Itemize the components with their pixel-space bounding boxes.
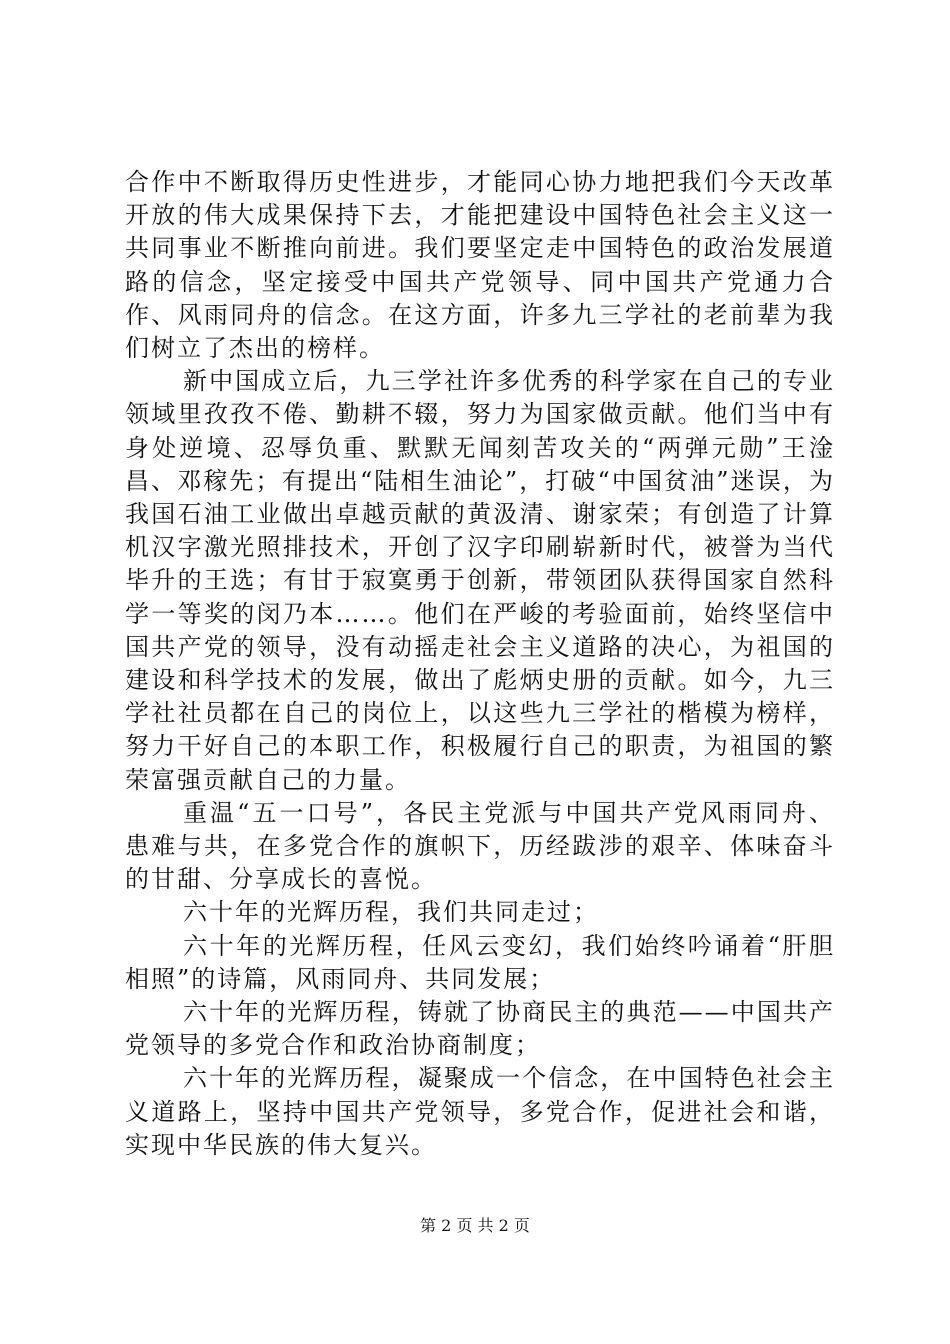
paragraph-may-first-slogan: 重温“五一口号”，各民主党派与中国共产党风雨同舟、患难与共，在多党合作的旗帜下，历经跋涉的艰辛、体味奋斗的甘甜、分享成长的喜悦。 xyxy=(125,798,835,894)
document-body xyxy=(125,166,835,1162)
paragraph-continuation: 合作中不断取得历史性进步，才能同心协力地把我们今天改革开放的伟大成果保持下去，才能把建设中国特色社会主义这一共同事业不断推向前进。我们要坚定走中国特色的政治发展道路的信念，坚定接受中国共产党领导、同中国共产党通力合作、风雨同舟的信念。在这方面，许多九三学社的老前辈为我们树立了杰出的榜样。 xyxy=(125,168,835,363)
paragraph-sixty-years-1: 六十年的光辉历程，我们共同走过； xyxy=(183,898,599,927)
paragraph-scientists: 新中国成立后，九三学社许多优秀的科学家在自己的专业领域里孜孜不倦、勤耕不辍，努力为国家做贡献。他们当中有身处逆境、忍辱负重、默默无闻刻苦攻关的“两弹元勋”王淦昌、邓稼先；有提出“陆相生油论”，打破“中国贫油”迷误，为我国石油工业做出卓越贡献的黄汲清、谢家荣；有创造了计算机汉字激光照排技术，开创了汉字印刷崭新时代，被誉为当代毕升的王选；有甘于寂寞勇于创新，带领团队获得国家自然科学一等奖的闵乃本……。他们在严峻的考验面前，始终坚信中国共产党的领导，没有动摇走社会主义道路的决心，为祖国的建设和科学技术的发展，做出了彪炳史册的贡献。如今，九三学社社员都在自己的岗位上，以这些九三学社的楷模为榜样，努力干好自己的本职工作，积极履行自己的职责，为祖国的繁荣富强贡献自己的力量。 xyxy=(125,367,835,794)
paragraph-sixty-years-3: 六十年的光辉历程，铸就了协商民主的典范——中国共产党领导的多党合作和政治协商制度； xyxy=(125,998,835,1060)
paragraph-sixty-years-2: 六十年的光辉历程，任风云变幻，我们始终吟诵着“肝胆相照”的诗篇，风雨同舟、共同发展； xyxy=(125,931,835,993)
page-number-footer: 第 2 页 共 2 页 xyxy=(420,1216,530,1235)
paragraph-sixty-years-4: 六十年的光辉历程，凝聚成一个信念，在中国特色社会主义道路上，坚持中国共产党领导，多党合作，促进社会和谐，实现中华民族的伟大复兴。 xyxy=(125,1064,835,1159)
